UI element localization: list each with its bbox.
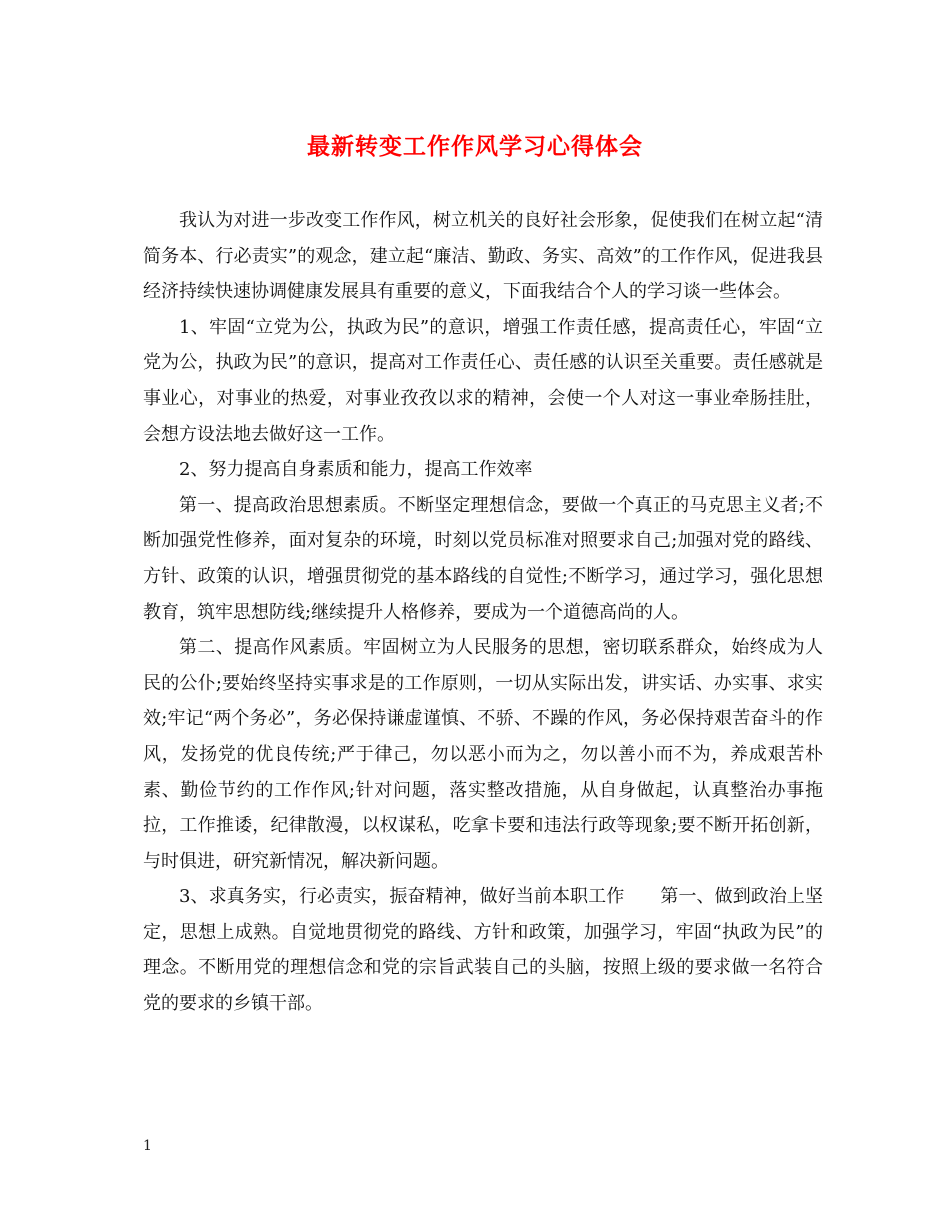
paragraph-intro: 我认为对进一步改变工作作风，树立机关的良好社会形象，促使我们在树立起“清简务本、行必责实”的观念，建立起“廉洁、勤政、务实、高效”的工作作风，促进我县经济持续快速协调健康发展具有重要的意义，下面我结合个人的学习谈一些体会。 [143, 210, 823, 303]
document-body [143, 203, 823, 1022]
paragraph-section-1: 1、牢固“立党为公，执政为民”的意识，增强工作责任感，提高责任心，牢固“立党为公，执政为民”的意识，提高对工作责任心、责任感的认识至关重要。责任感就是事业心，对事业的热爱，对事业孜孜以求的精神，会使一个人对这一事业牵肠挂肚，会想方设法地去做好这一工作。 [143, 316, 823, 445]
page-number: 1 [143, 1138, 152, 1154]
paragraph-section-2-heading: 2、努力提高自身素质和能力，提高工作效率 [179, 459, 533, 481]
paragraph-work-style-quality: 第二、提高作风素质。牢固树立为人民服务的思想，密切联系群众，始终成为人民的公仆;要始终坚持实事求是的工作原则，一切从实际出发，讲实话、办实事、求实效;牢记“两个务必”，务必保持谦虚谨慎、不骄、不躁的作风，务必保持艰苦奋斗的作风，发扬党的优良传统;严于律己，勿以恶小而为之，勿以善小而不为，养成艰苦朴素、勤俭节约的工作作风;针对问题，落实整改措施，从自身做起，认真整治办事拖拉，工作推诿，纪律散漫，以权谋私，吃拿卡要和违法行政等现象;要不断开拓创新，与时俱进，研究新情况，解决新问题。 [143, 637, 823, 872]
paragraph-section-3: 3、求真务实，行必责实，振奋精神，做好当前本职工作 第一、做到政治上坚定，思想上成熟。自觉地贯彻党的路线、方针和政策，加强学习，牢固“执政为民”的理念。不断用党的理想信念和党的宗旨武装自己的头脑，按照上级的要求做一名符合党的要求的乡镇干部。 [143, 886, 823, 1015]
document-title: 最新转变工作作风学习心得体会 [307, 133, 643, 160]
paragraph-political-quality: 第一、提高政治思想素质。不断坚定理想信念，要做一个真正的马克思主义者;不断加强党性修养，面对复杂的环境，时刻以党员标准对照要求自己;加强对党的路线、方针、政策的认识，增强贯彻党的基本路线的自觉性;不断学习，通过学习，强化思想教育，筑牢思想防线;继续提升人格修养，要成为一个道德高尚的人。 [143, 494, 823, 623]
